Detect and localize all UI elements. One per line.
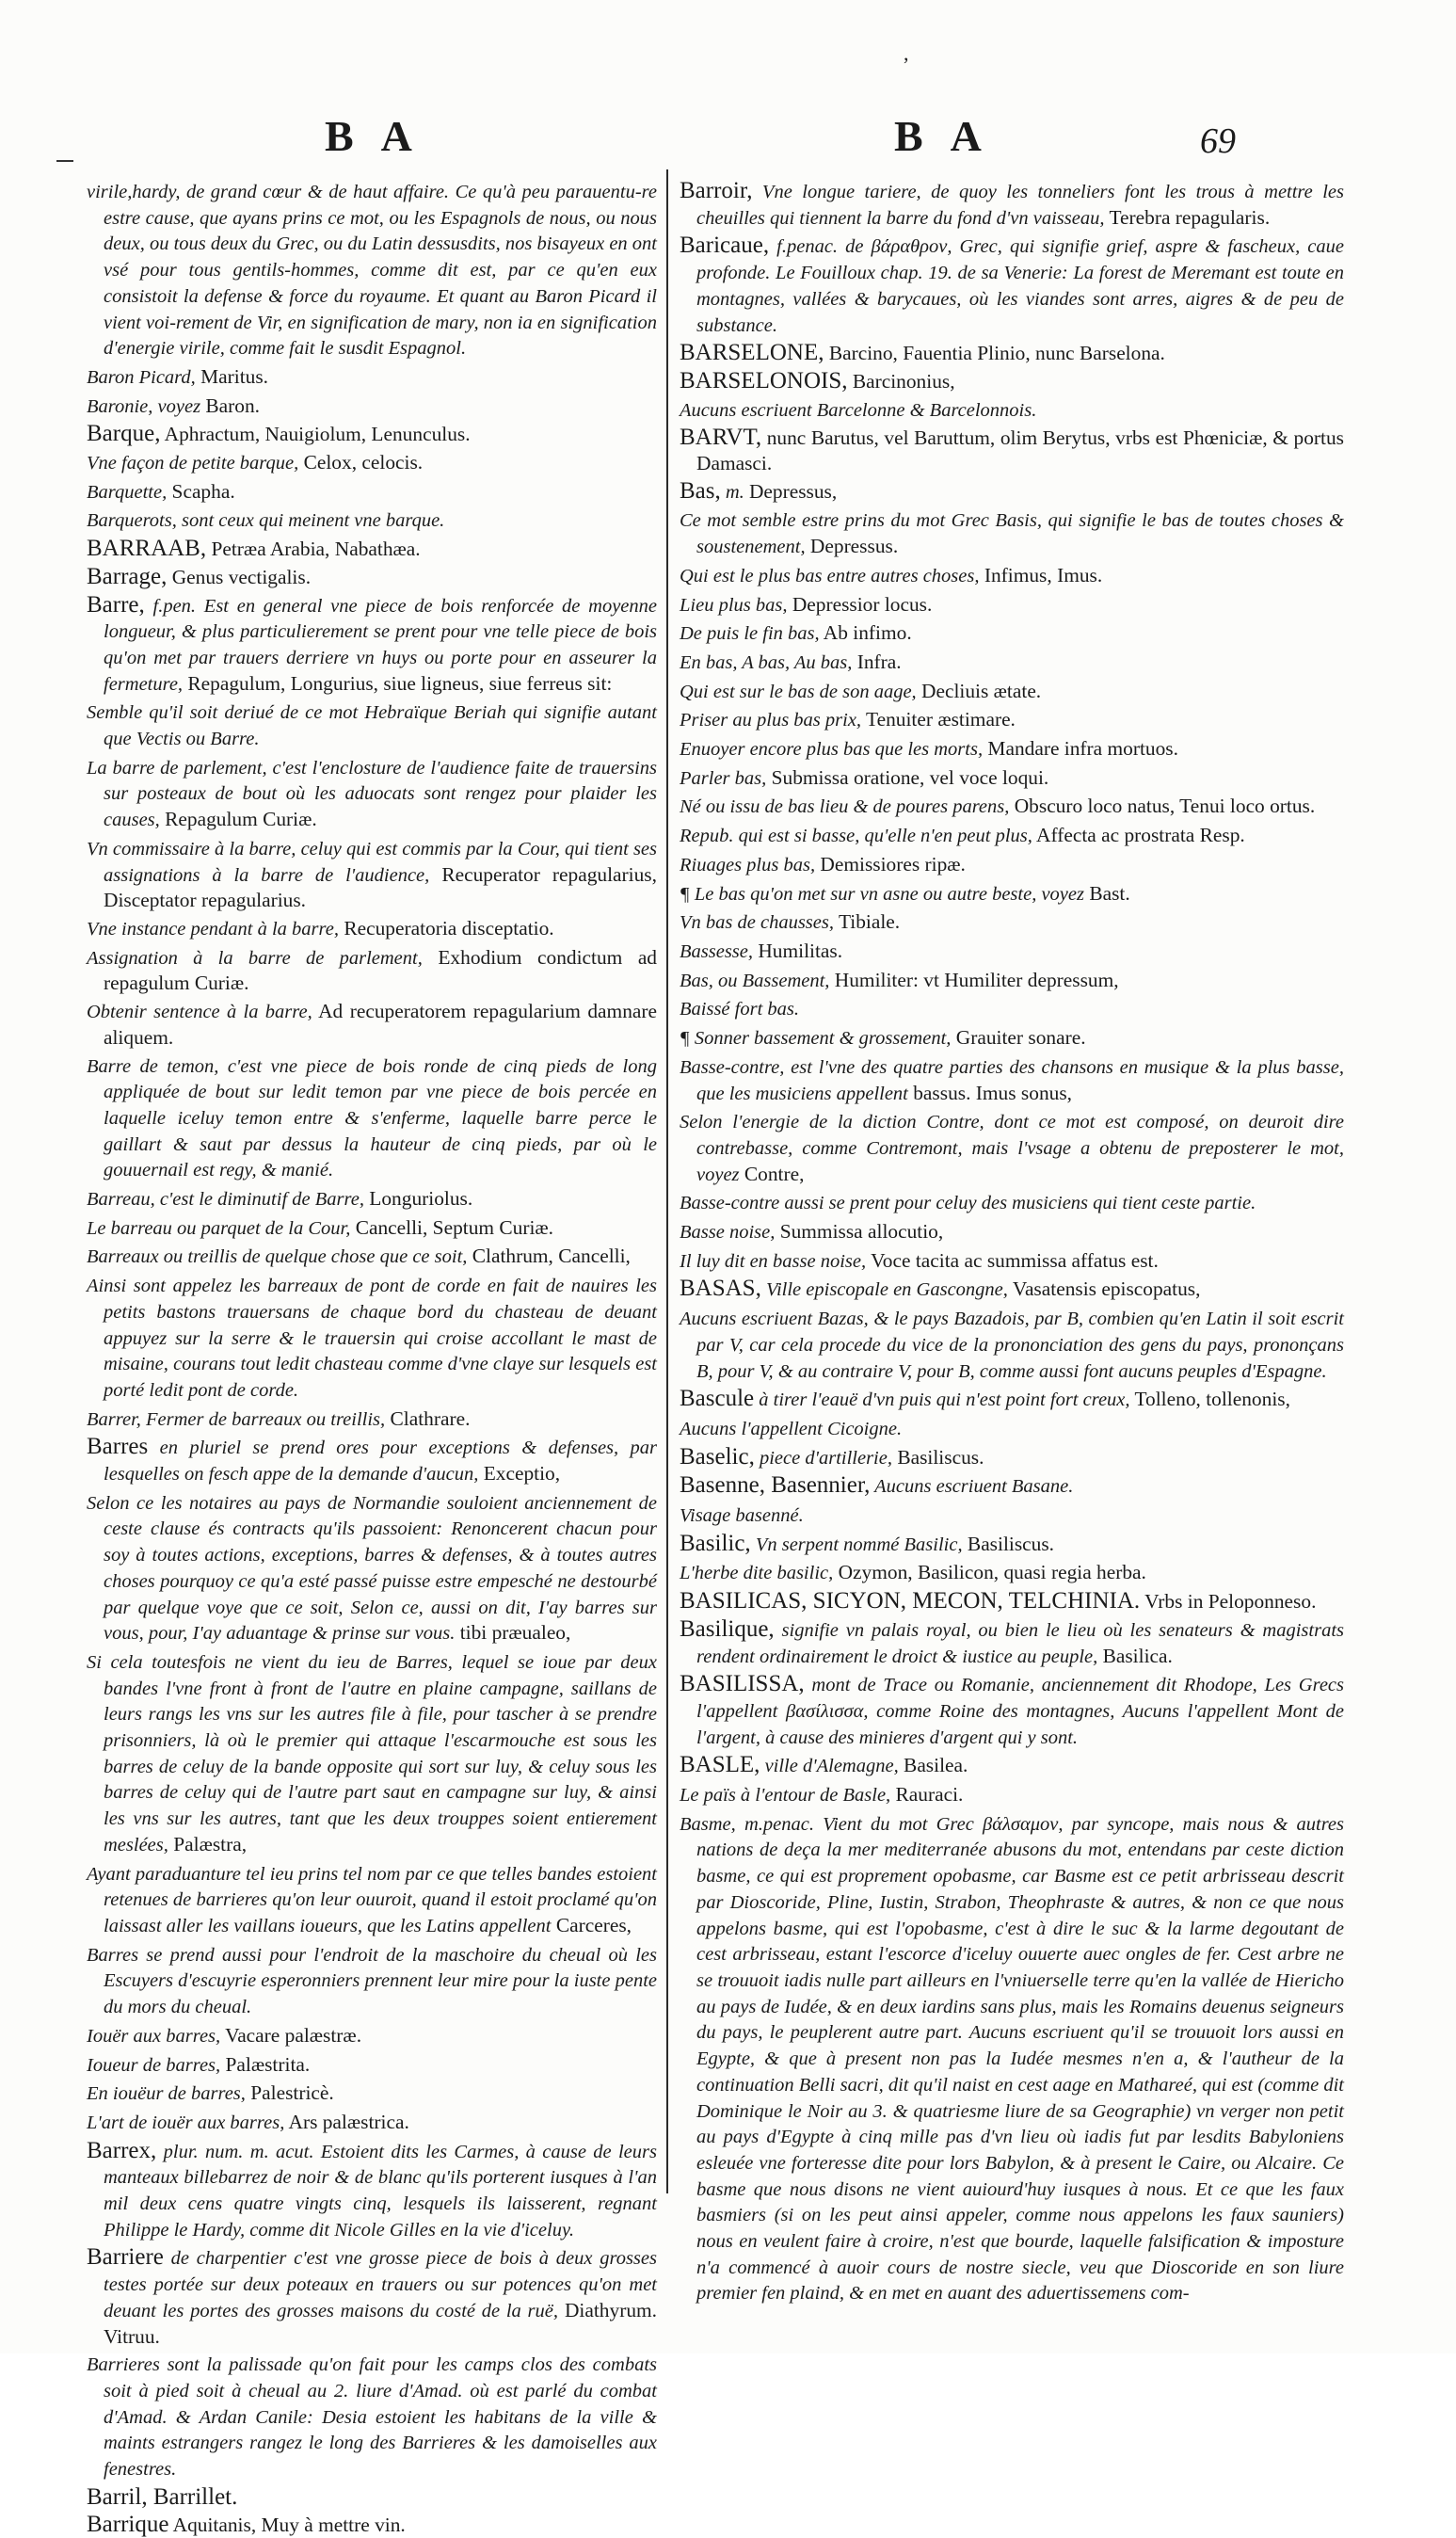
- entry-french-text: Barre de temon, c'est vne piece de bois ronde de cinq pieds de long appliquée de bout sur ledit temon par vne piece de bois percée en laquelle iceluy temon entre & s'enferme, laquelle barre perce le gaillart & saut par dessus la hauteur de cinq pieds, par où le gouuernail est regy, & manié.: [87, 1055, 657, 1181]
- entry-latin-text: Humilitas.: [753, 939, 843, 962]
- dictionary-entry: [87, 1861, 657, 1939]
- entry-french-text: Vn commissaire à la barre, celuy qui est commis par la Cour, qui tient ses assignations à la barre de l'audience,: [87, 838, 657, 886]
- dictionary-entry: [680, 507, 1344, 559]
- entry-french-text: L'herbe dite basilic,: [680, 1563, 834, 1584]
- entry-headword: Barrique: [87, 2512, 169, 2538]
- dictionary-entry: [680, 909, 1344, 936]
- entry-headword: Basenne, Basennier,: [680, 1472, 871, 1499]
- entry-french-text: m.: [720, 481, 749, 503]
- entry-latin-text: Terebra repagularis.: [1104, 205, 1271, 229]
- dictionary-entry: [87, 999, 657, 1050]
- entry-french-text: Baronie, voyez: [87, 395, 201, 417]
- entry-latin-text: Clathrare.: [385, 1406, 471, 1430]
- entry-latin-text: Demissiores ripæ.: [815, 852, 966, 875]
- entry-latin-text: Vacare palæstræ.: [220, 2023, 362, 2047]
- entry-french-text: signifie vn palais royal, ou bien le lieu où les senateurs & magistrats rendent ordinairement le droict & iustice au peuple,: [696, 1619, 1344, 1667]
- entry-headword: BASILICAS, SICYON, MECON, TELCHINIA.: [680, 1588, 1141, 1614]
- entry-latin-text: Longuriolus.: [363, 1187, 473, 1211]
- dictionary-entry: [680, 736, 1344, 763]
- entry-latin-text: Scapha.: [167, 479, 235, 503]
- entry-latin-text: Carceres,: [551, 1914, 632, 1936]
- entry-french-text: Riuages plus bas,: [680, 854, 816, 875]
- entry-french-text: Barreau, c'est le diminutif de Barre,: [87, 1189, 364, 1211]
- entry-latin-text: Tolleno, tollenonis,: [1129, 1388, 1290, 1411]
- entry-latin-text: Depressior locus.: [787, 592, 933, 616]
- entry-french-text: à tirer l'eauë d'vn puis qui n'est point fort creux,: [754, 1389, 1130, 1411]
- entry-french-text: ¶ Sonner bassement & grossement,: [680, 1028, 952, 1050]
- entry-french-text: ¶ Le bas qu'on met sur vn asne ou autre beste, voyez: [680, 883, 1084, 905]
- dictionary-entry: [87, 507, 657, 534]
- entry-latin-text: Basilica.: [1097, 1644, 1173, 1667]
- entry-french-text: Qui est sur le bas de son aage,: [680, 681, 917, 702]
- dictionary-entry: [680, 1248, 1344, 1275]
- entry-french-text: Baissé fort bas.: [680, 999, 799, 1020]
- entry-headword: BASAS,: [680, 1276, 761, 1302]
- entry-headword: Baricaue,: [680, 233, 770, 259]
- dictionary-entry: [680, 1811, 1344, 2306]
- dictionary-entry: [87, 1215, 657, 1242]
- dictionary-entry: [87, 422, 657, 447]
- entry-french-text: ville d'Alemagne,: [760, 1756, 899, 1777]
- entry-french-text: En bas, A bas, Au bas,: [680, 651, 853, 673]
- entry-latin-text: Petræa Arabia, Nabathæa.: [206, 538, 421, 561]
- dictionary-entry: [680, 1617, 1344, 1669]
- dictionary-entry: [87, 1186, 657, 1213]
- dictionary-entry: [680, 650, 1344, 676]
- entry-french-text: Vne longue tariere, de quoy les tonneliers font les trous à mettre les cheuilles qui tiennent la barre du fond d'vn vaisseau,: [696, 182, 1344, 229]
- entry-latin-text: Ab infimo.: [819, 621, 912, 645]
- entry-headword: Barque,: [87, 421, 161, 447]
- entry-latin-text: Grauiter sonare.: [951, 1026, 1086, 1050]
- entry-french-text: Qui est le plus bas entre autres choses,: [680, 565, 980, 586]
- entry-latin-text: Repagulum, Longurius, siue ligneus, siue ferreus sit:: [183, 671, 613, 695]
- dictionary-entry: [87, 1649, 657, 1858]
- dictionary-entry: [680, 707, 1344, 733]
- entry-latin-text: Recuperatoria disceptatio.: [338, 916, 554, 940]
- entry-french-text: Né ou issu de bas lieu & de poures parens,: [680, 796, 1010, 818]
- entry-french-text: Il luy dit en basse noise,: [680, 1250, 867, 1272]
- dictionary-entry: [680, 341, 1344, 366]
- entry-headword: BASILISSA,: [680, 1671, 805, 1697]
- left-column: [87, 179, 658, 2538]
- entry-french-text: Baron Picard,: [87, 366, 196, 388]
- entry-french-text: Ayant paraduanture tel ieu prins tel nom par ce que telles bandes estoient retenues de barrieres qu'on leur ouuroit, quand il estoit proclamé qu'on laissast aller les vaillans ioueurs, que les Latins appellent: [87, 1863, 657, 1936]
- entry-french-text: Barrieres sont la palissade qu'on fait pour les camps clos des combats soit à pied soit à cheual au 2. liure d'Amad. où est parlé du combat d'Amad. & Ardan Canile: Desia estoient les habitans de la ville & maints estrangers rangez le long des Barrieres & les damoiselles aux fenestres.: [87, 2354, 657, 2481]
- entry-latin-text: Celox, celocis.: [298, 451, 424, 474]
- entry-latin-text: Recuperator repagularius, Disceptator repagularius.: [104, 862, 657, 912]
- dictionary-entry: [680, 479, 1344, 506]
- entry-latin-text: Exceptio,: [478, 1462, 561, 1486]
- entry-latin-text: Depressus,: [748, 479, 838, 503]
- dictionary-entry: [87, 755, 657, 833]
- entry-french-text: De puis le fin bas,: [680, 623, 820, 645]
- entry-french-text: Semble qu'il soit deriué de ce mot Hebraïque Beriah qui signifie autant que Vectis ou Barre.: [87, 702, 657, 750]
- entry-latin-text: Maritus.: [195, 364, 269, 388]
- entry-latin-text: bassus. Imus sonus,: [907, 1081, 1073, 1104]
- entry-headword: BARVT,: [680, 425, 762, 451]
- entry-french-text: f.pen. Est en general vne piece de bois renforcée de moyenne longueur, & plus particulierement se prent pour vne telle piece de bois qu'on met par trauers derriere vn huys ou porte pour en asseurer la fermeture,: [104, 595, 657, 695]
- entry-latin-text: Aquitanis, Muy à mettre vin.: [168, 2514, 406, 2537]
- right-column: [680, 178, 1344, 2305]
- entry-headword: Barriere: [87, 2244, 164, 2271]
- dictionary-entry: [680, 1054, 1344, 1106]
- dictionary-entry: [680, 823, 1344, 849]
- dictionary-entry: [87, 593, 657, 698]
- dictionary-entry: [680, 620, 1344, 647]
- entry-headword: Basilique,: [680, 1615, 775, 1642]
- entry-latin-text: Rauraci.: [890, 1783, 964, 1807]
- dictionary-entry: [87, 394, 657, 420]
- entry-french-text: Iouër aux barres,: [87, 2025, 221, 2047]
- entry-french-text: Barreaux ou treillis de quelque chose que ce soit,: [87, 1246, 468, 1268]
- dictionary-entry: [680, 563, 1344, 589]
- margin-dash: [56, 160, 73, 162]
- entry-french-text: de charpentier c'est vne grosse piece de bois à deux grosses testes portée sur deux poteaux en trauers ou sur potences qu'on met deuant les portes des grosses maisons du costé de la ruë,: [104, 2248, 657, 2321]
- entry-latin-text: Obscuro loco natus, Tenui loco ortus.: [1009, 795, 1316, 818]
- dictionary-entry: [87, 1273, 657, 1404]
- dictionary-entry: [680, 1109, 1344, 1187]
- entry-french-text: en pluriel se prend ores pour exceptions & defenses, par lesquelles on fesch appe de la demande d'aucun,: [104, 1438, 657, 1486]
- entry-latin-text: Contre,: [739, 1162, 805, 1185]
- entry-french-text: virile,hardy, de grand cœur & de haut affaire. Ce qu'à peu parauentu-re estre cause, que ayans prins ce mot, ou les Espagnols de nous, ou nous deux, ou tous deux du Grec, ou du Latin dessusdits, nos bisayeux en ont vsé pour tous gentils-hommes, comme dit est, par ce qu'en eux consistoit la defense & force du royaume. Et quant au Baron Picard il vient voi-rement de Vir, en signification de mary, non ia en signification d'energie virile, comme fait le susdit Espagnol.: [87, 182, 657, 360]
- entry-french-text: Selon l'energie de la diction Contre, dont ce mot est composé, on deuroit dire contrebasse, comme Contremont, mais l'vsage a obtenu de preposterer le mot, voyez: [680, 1112, 1344, 1185]
- entry-french-text: Le barreau ou parquet de la Cour,: [87, 1217, 351, 1239]
- dictionary-entry: [87, 2139, 657, 2243]
- entry-latin-text: Palestricè.: [245, 2081, 334, 2105]
- entry-french-text: Aucuns escriuent Basane.: [870, 1476, 1074, 1498]
- dictionary-entry: [680, 679, 1344, 705]
- entry-latin-text: Clathrum, Cancelli,: [467, 1245, 631, 1268]
- dictionary-entry: [87, 916, 657, 942]
- entry-latin-text: Bast.: [1083, 881, 1130, 905]
- dictionary-entry: [87, 1244, 657, 1270]
- entry-french-text: Aucuns escriuent Bazas, & le pays Bazadois, par B, combien qu'en Latin il soit escrit par V, car cela procede du vice de la prononciation des gens du pays, prononçans B, pour V, & au contraire V, pour B, comme aussi font aucuns peuples d'Espagne.: [680, 1309, 1344, 1382]
- entry-latin-text: tibi præualeo,: [455, 1621, 571, 1645]
- entry-latin-text: Summissa allocutio,: [775, 1220, 944, 1244]
- dictionary-entry: [680, 939, 1344, 965]
- entry-french-text: Barres se prend aussi pour l'endroit de la maschoire du cheual où les Escuyers d'escuyrie esperonniers prennent leur mire pour la iuste pente du mors du cheual.: [87, 1944, 657, 2018]
- dictionary-entry: [87, 479, 657, 506]
- entry-french-text: L'art de iouër aux barres,: [87, 2112, 285, 2133]
- dictionary-entry: [87, 179, 657, 361]
- dictionary-entry: [680, 852, 1344, 878]
- dictionary-entry: [87, 364, 657, 391]
- entry-french-text: Lieu plus bas,: [680, 594, 788, 616]
- dictionary-entry: [87, 1053, 657, 1184]
- entry-latin-text: Ad recuperatorem repagularium damnare aliquem.: [104, 1000, 657, 1049]
- running-head-right: B A: [894, 112, 991, 160]
- dictionary-entry: [680, 1306, 1344, 1384]
- dictionary-entry: [87, 565, 657, 590]
- dictionary-entry: [680, 1672, 1344, 1750]
- dictionary-entry: [680, 397, 1344, 424]
- entry-french-text: Barrer, Fermer de barreaux ou treillis,: [87, 1408, 386, 1430]
- entry-latin-text: Submissa oratione, vel voce loqui.: [766, 765, 1049, 789]
- entry-french-text: Aucuns escriuent Barcelonne & Barcelonnois.: [680, 399, 1037, 421]
- entry-latin-text: Vasatensis episcopatus,: [1007, 1277, 1201, 1301]
- entry-latin-text: Basiliscus.: [891, 1445, 984, 1469]
- entry-latin-text: Basiliscus.: [962, 1532, 1055, 1555]
- entry-latin-text: Genus vectigalis.: [167, 565, 312, 588]
- entry-french-text: Parler bas,: [680, 767, 767, 789]
- entry-french-text: Aucuns l'appellent Cicoigne.: [680, 1418, 903, 1439]
- dictionary-entry: [87, 1942, 657, 2020]
- entry-headword: Basilic,: [680, 1530, 751, 1556]
- dictionary-entry: [680, 996, 1344, 1022]
- dictionary-entry: [680, 1277, 1344, 1303]
- dictionary-entry: [680, 881, 1344, 908]
- entry-headword: BARSELONOIS,: [680, 367, 848, 394]
- dictionary-entry: [87, 1490, 657, 1646]
- dictionary-entry: [87, 2513, 657, 2538]
- dictionary-entry: [680, 1473, 1344, 1500]
- dictionary-entry: [87, 2352, 657, 2482]
- dictionary-entry: [680, 1190, 1344, 1216]
- running-head-left: B A: [325, 112, 422, 160]
- entry-latin-text: Barcino, Fauentia Plinio, nunc Barselona.: [824, 342, 1165, 365]
- entry-headword: Barroir,: [680, 178, 753, 203]
- dictionary-entry: [680, 794, 1344, 820]
- column-rule: [666, 169, 668, 2193]
- entry-french-text: Vne instance pendant à la barre,: [87, 918, 339, 940]
- dictionary-entry: [87, 699, 657, 751]
- entry-latin-text: Tenuiter æstimare.: [861, 708, 1016, 731]
- dictionary-entry: [87, 2080, 657, 2107]
- dictionary-entry: [87, 2245, 657, 2349]
- entry-latin-text: Infimus, Imus.: [979, 563, 1103, 586]
- entry-latin-text: Humiliter: vt Humiliter depressum,: [829, 968, 1119, 991]
- dictionary-entry: [87, 2485, 657, 2511]
- entry-latin-text: Exhodium condictum ad repagulum Curiæ.: [104, 945, 658, 995]
- entry-latin-text: Depressus.: [805, 535, 899, 558]
- entry-french-text: Ce mot semble estre prins du mot Grec Basis, qui signifie le bas de toutes choses & soustenement,: [680, 510, 1344, 558]
- entry-headword: Barres: [87, 1434, 149, 1460]
- entry-headword: Bascule: [680, 1386, 755, 1412]
- entry-latin-text: Tibiale.: [833, 910, 901, 934]
- entry-french-text: Repub. qui est si basse, qu'elle n'en peut plus,: [680, 826, 1032, 847]
- entry-latin-text: Vrbs in Peloponneso.: [1140, 1590, 1317, 1614]
- entry-french-text: Basse-contre aussi se prent pour celuy des musiciens qui tient ceste partie.: [680, 1193, 1256, 1214]
- entry-french-text: plur. num. m. acut. Estoient dits les Carmes, à cause de leurs manteaux billebarrez de noir & de blanc qu'ils porterent iusques à l'an mil deux cens quatre vingts cinq, lesquels ils laisserent, regnant Philippe le Hardy, comme dit Nicole Gilles en la vie d'iceluy.: [104, 2141, 657, 2241]
- entry-french-text: Visage basenné.: [680, 1505, 804, 1527]
- dictionary-entry: [680, 1782, 1344, 1808]
- dictionary-entry: [680, 233, 1344, 338]
- entry-latin-text: Basilea.: [898, 1754, 968, 1777]
- entry-latin-text: nunc Barutus, vel Baruttum, olim Berytus, vrbs est Phœniciæ, & portus Damasci.: [696, 426, 1344, 475]
- entry-headword: BASLE,: [680, 1752, 760, 1778]
- dictionary-entry: [680, 1560, 1344, 1586]
- entry-latin-text: Palæstrita.: [220, 2052, 311, 2076]
- dictionary-entry: [680, 426, 1344, 475]
- entry-french-text: mont de Trace ou Romanie, anciennement dit Rhodope, Les Grecs l'appellent βασίλισσα, comme Roine des montagnes, Aucuns l'appellent Mont de l'argent, à cause des minieres d'argent qui y sont.: [696, 1675, 1344, 1748]
- dictionary-entry: [87, 1435, 657, 1486]
- entry-french-text: Barquerots, sont ceux qui meinent vne barque.: [87, 510, 445, 532]
- dictionary-entry: [680, 179, 1344, 231]
- entry-latin-text: Decliuis ætate.: [916, 679, 1042, 702]
- entry-french-text: Selon ce les notaires au pays de Normandie souloient anciennement de ceste clause és contracts qu'ils passoient: Renoncerent chacun pour soy à toutes actions, exceptions, barres & defenses, & à toutes autres choses pourquoy ce qu'a esté passé puisse estre empesché ne destourbé par quelque voye que ce soit, Selon ce, aussi on dit, I'ay barres sur vous, pour, I'ay aduantage & prinse sur vous.: [87, 1492, 657, 1645]
- entry-french-text: En iouëur de barres,: [87, 2083, 246, 2105]
- dictionary-entry: [87, 2052, 657, 2079]
- entry-french-text: Ioueur de barres,: [87, 2054, 221, 2076]
- dictionary-entry: [87, 2110, 657, 2136]
- entry-french-text: Basme, m.penac. Vient du mot Grec βάλσαμον, par syncope, mais nous & autres nations de deça la mer mediterranée abusons du mot, entendans par ceste diction basme, ce qui est proprement opobasme, car Basme est ce petit arbrisseau descrit par Dioscoride, Pline, Iustin, Strabon, Theophraste & autres, & non ce que nous appelons basme, qui est l'opobasme, c'est à dire le suc & la larme degoutant de cest arbrisseau, estant l'escorce d'iceluy ouuerte auec ongles de fer. Cest arbre ne se trouuoit iadis nulle part ailleurs en l'vniuerselle terre qu'en la vallée de Hiericho au pays de Iudée, & en deux iardins sans plus, mais les Romains deuenus seigneurs du pays, le peuplerent autre part. Aucuns escriuent qu'il se trouuoit lors aussi en Egypte, & que à present non pas la Iudée mesmes n'en a, & l'autheur de la continuation Belli sacri, dit qu'il naist en cest aage en Mathareé, qui est (comme dit Dominique le Noir au 3. & quatriesme liure de sa Geographie) vn verger non petit au pays d'Egypte à cinq mille pas d'vn lieu où iadis fut par lesdits Babyloniens esleuée vne forteresse dite pour lors Babylon, & à present le Caire, ou Alcaire. Ce basme que nous disons ne vient auiourd'huy iusques à nous. Et ce que les faux basmiers (si on les peut ainsi appeler, comme nous appelons les faux sauniers) nous en veulent faire à croire, n'est que bourde, laquelle falsification & imposture n'a commencé à auoir cours de nostre siecle, veu que Dioscoride en son liure premier fen plaind, & en met en auant des aduertissemens com-: [680, 1813, 1344, 2305]
- dictionary-entry: [680, 1502, 1344, 1529]
- entry-french-text: Enuoyer encore plus bas que les morts,: [680, 739, 984, 761]
- entry-french-text: piece d'artillerie,: [754, 1447, 892, 1469]
- entry-french-text: Priser au plus bas prix,: [680, 710, 862, 731]
- entry-french-text: Obtenir sentence à la barre,: [87, 1002, 312, 1023]
- entry-french-text: Assignation à la barre de parlement,: [87, 947, 423, 969]
- entry-french-text: Basse noise,: [680, 1222, 776, 1244]
- dictionary-entry: [680, 369, 1344, 394]
- entry-french-text: Barquette,: [87, 481, 168, 503]
- dictionary-entry: [87, 1406, 657, 1433]
- dictionary-entry: [87, 836, 657, 913]
- entry-french-text: Basse-contre, est l'vne des quatre parties des chansons en musique & la plus basse, que les musiciens appellent: [680, 1056, 1344, 1104]
- entry-headword: BARSELONE,: [680, 340, 824, 366]
- entry-french-text: Vn serpent nommé Basilic,: [750, 1534, 963, 1555]
- entry-french-text: Vne façon de petite barque,: [87, 453, 299, 474]
- entry-french-text: f.penac. de βάραθρον, Grec, qui signifie grief, aspre & fascheux, caue profonde. Le Fouilloux chap. 19. de sa Venerie: La forest de Meremant est toute en montagnes, vallées & barycaues, où les viandes sont arres, aigres & de peu de substance.: [696, 236, 1344, 336]
- entry-latin-text: Mandare infra mortuos.: [983, 737, 1178, 761]
- dictionary-entry: [680, 1387, 1344, 1413]
- dictionary-entry: [680, 968, 1344, 994]
- entry-french-text: Bas, ou Bassement,: [680, 970, 830, 991]
- entry-latin-text: Barcinonius,: [847, 369, 955, 393]
- dictionary-entry: [87, 450, 657, 476]
- entry-french-text: Vn bas de chausses,: [680, 912, 834, 934]
- dictionary-entry: [87, 537, 657, 562]
- dictionary-entry: [680, 1025, 1344, 1052]
- dictionary-entry: [680, 592, 1344, 618]
- dictionary-entry: [680, 1589, 1344, 1614]
- dictionary-entry: [680, 1753, 1344, 1779]
- page-number: 69: [1200, 121, 1236, 161]
- entry-french-text: Bassesse,: [680, 940, 754, 962]
- dictionary-entry: [87, 2023, 657, 2049]
- entry-latin-text: Repagulum Curiæ.: [159, 808, 317, 831]
- dictionary-entry: [680, 1445, 1344, 1471]
- entry-latin-text: Voce tacita ac summissa affatus est.: [866, 1248, 1159, 1272]
- entry-headword: Barril, Barrillet.: [87, 2483, 238, 2510]
- entry-headword: Barrex,: [87, 2137, 157, 2163]
- dictionary-entry: [680, 1532, 1344, 1558]
- entry-latin-text: Diathyrum. Vitruu.: [104, 2298, 657, 2348]
- entry-latin-text: Palæstra,: [168, 1832, 248, 1855]
- entry-latin-text: Ozymon, Basilicon, quasi regia herba.: [833, 1561, 1146, 1584]
- entry-latin-text: Baron.: [200, 394, 261, 417]
- entry-headword: Barre,: [87, 591, 145, 618]
- entry-headword: BARRAAB,: [87, 536, 207, 562]
- dictionary-entry: [680, 1219, 1344, 1245]
- entry-french-text: Ainsi sont appelez les barreaux de pont de corde en fait de nauires les petits bastons trauersans de chaque bord du chasteau de deuant appuyez sur la serre & le trauersin qui croise accollant le mast de misaine, courans tout ledit chasteau comme d'vne claye sur lesquels est porté ledit pont de corde.: [87, 1276, 657, 1401]
- dictionary-entry: [87, 945, 657, 996]
- entry-french-text: Si cela toutesfois ne vient du ieu de Barres, lequel se ioue par deux bandes l'vne front à front de l'autre en plaine campagne, saillans de leurs rangs les vns sur les autres file à file, pour tascher à se prendre prisonniers, là où le premier qui attaque l'escarmouche est sous les barres de celuy de la bande opposite qui sort sur luy, & celuy sous les barres de celuy qui de l'autre part saut en campagne sur luy, & ainsi les vns sur les autres, tant que les deux trouppes soient entierement meslées,: [87, 1651, 657, 1855]
- dictionary-entry: [680, 765, 1344, 792]
- entry-headword: Baselic,: [680, 1443, 755, 1470]
- entry-headword: Barrage,: [87, 563, 168, 589]
- entry-latin-text: Cancelli, Septum Curiæ.: [350, 1215, 554, 1239]
- entry-french-text: La barre de parlement, c'est l'enclosture de l'audience faite de trauersins sur posteaux de bout où les aduocats sont rengez pour plaider les causes,: [87, 757, 657, 831]
- entry-french-text: Ville episcopale en Gascongne,: [760, 1279, 1008, 1301]
- top-mark: ,: [904, 41, 909, 65]
- entry-latin-text: Affecta ac prostrata Resp.: [1032, 824, 1245, 847]
- entry-headword: Bas,: [680, 477, 721, 504]
- entry-latin-text: Infra.: [852, 650, 902, 673]
- dictionary-entry: [680, 1416, 1344, 1442]
- entry-french-text: Le païs à l'entour de Basle,: [680, 1785, 891, 1807]
- entry-latin-text: Aphractum, Nauigiolum, Lenunculus.: [160, 423, 471, 446]
- entry-latin-text: Ars palæstrica.: [284, 2110, 409, 2133]
